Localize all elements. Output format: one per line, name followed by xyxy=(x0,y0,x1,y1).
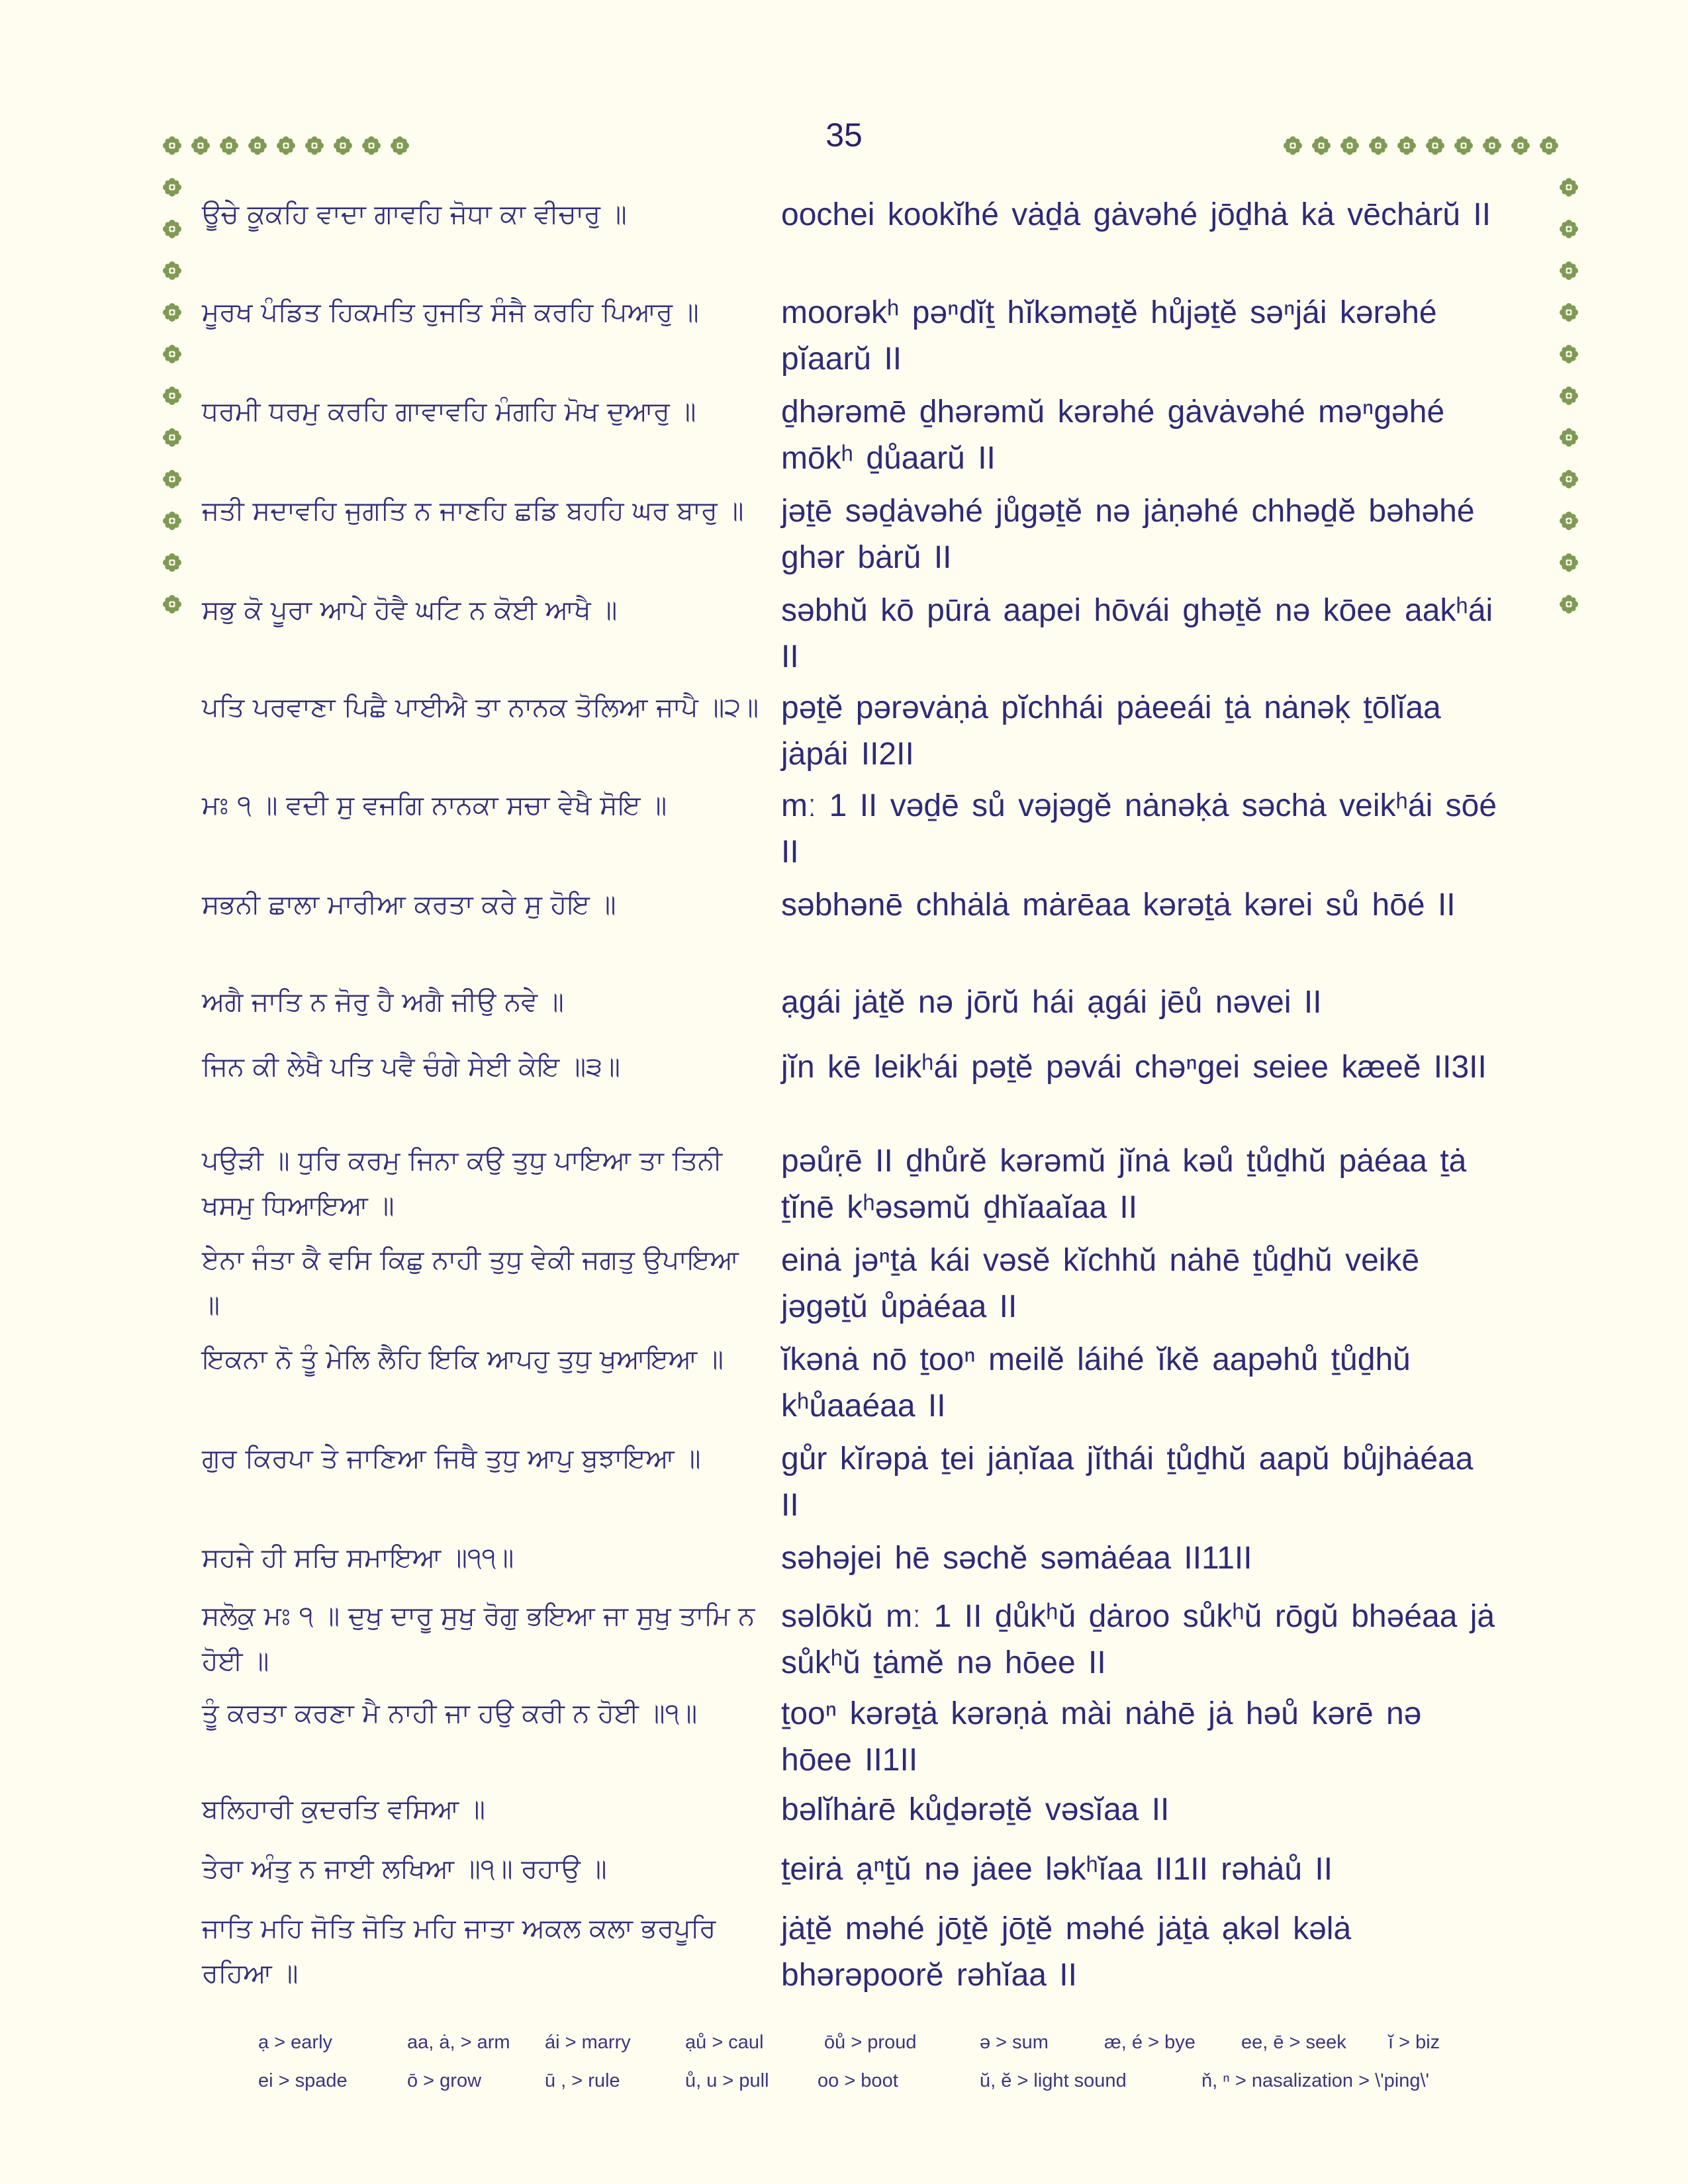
legend-item: æ, é > bye xyxy=(1104,2032,1196,2053)
transliteration-line: ṯeirȧ ạⁿṯŭ nə jȧee ləkʰĭaa II1II rəhȧů II xyxy=(781,1852,1333,1887)
gurmukhi-line: ਸਹਜੇ ਹੀ ਸਚਿ ਸਮਾਇਆ ॥੧੧॥ xyxy=(202,1543,514,1573)
flower-ornament-icon xyxy=(191,136,211,156)
gurmukhi-line: ਏਨਾ ਜੰਤਾ ਕੈ ਵਸਿ ਕਿਛੁ ਨਾਹੀ ਤੁਧੁ ਵੇਕੀ ਜਗਤੁ ਉਪਾਇਆ ॥ xyxy=(202,1245,739,1320)
pronunciation-legend xyxy=(258,2032,1516,2109)
flower-ornament-icon xyxy=(1340,136,1360,156)
flower-ornament-icon xyxy=(1559,553,1579,572)
flower-ornament-icon xyxy=(1559,177,1579,197)
flower-ornament-icon xyxy=(390,136,410,156)
flower-ornament-icon xyxy=(162,511,182,531)
flower-ornament-icon xyxy=(162,386,182,406)
flower-ornament-icon xyxy=(162,594,182,614)
transliteration-line: ĭkənȧ nō ṯooⁿ meilĕ láihé ĭkĕ aapəhů ṯůḏhŭ kʰůaaéaa II xyxy=(781,1342,1411,1424)
page-number: 35 xyxy=(825,116,863,154)
flower-ornament-icon xyxy=(1425,136,1445,156)
flower-ornament-icon xyxy=(162,469,182,489)
legend-row xyxy=(258,2032,1516,2070)
flower-ornament-icon xyxy=(1539,136,1559,156)
transliteration-line: səbhənē chhȧlȧ mȧrēaa kərəṯȧ kərei sů hōé II xyxy=(781,887,1456,923)
transliteration-line: səbhŭ kō pūrȧ aapei hōvái ghəṯĕ nə kōee aakʰái II xyxy=(781,593,1493,674)
flower-ornament-icon xyxy=(1559,344,1579,364)
transliteration-line: bəlĭhȧrē kůḏərəṯĕ vəsĭaa II xyxy=(781,1792,1170,1827)
legend-item: ŭ, ĕ > light sound xyxy=(980,2070,1127,2091)
flower-ornament-icon xyxy=(162,261,182,281)
flower-ornament-icon xyxy=(1559,594,1579,614)
legend-item: ə > sum xyxy=(980,2032,1049,2053)
flower-ornament-icon xyxy=(305,136,324,156)
flower-ornament-icon xyxy=(1559,386,1579,406)
flower-ornament-icon xyxy=(333,136,353,156)
flower-ornament-icon xyxy=(162,177,182,197)
flower-ornament-icon xyxy=(1559,219,1579,239)
flower-ornament-icon xyxy=(1454,136,1474,156)
legend-item: ōů > proud xyxy=(824,2032,917,2053)
gurmukhi-line: ਊਚੇ ਕੂਕਹਿ ਵਾਦਾ ਗਾਵਹਿ ਜੋਧਾ ਕਾ ਵੀਚਾਰੁ ॥ xyxy=(202,199,627,230)
flower-ornament-icon xyxy=(162,302,182,322)
legend-item: ĭ > biz xyxy=(1388,2032,1440,2053)
gurmukhi-line: ਜਾਤਿ ਮਹਿ ਜੋਤਿ ਜੋਤਿ ਮਹਿ ਜਾਤਾ ਅਕਲ ਕਲਾ ਭਰਪੂਰਿ ਰਹਿਆ ॥ xyxy=(202,1913,716,1989)
flower-ornament-icon xyxy=(162,136,182,156)
transliteration-line: mː 1 II vəḏē sů vəjəgĕ nȧnəḳȧ səchȧ veikʰái sōé II xyxy=(781,788,1497,870)
legend-item: aa, ȧ, > arm xyxy=(407,2032,510,2053)
legend-item: ň, ⁿ > nasalization > \'ping\' xyxy=(1201,2070,1430,2091)
legend-item: oo > boot xyxy=(818,2070,898,2091)
flower-ornament-icon xyxy=(1511,136,1530,156)
flower-ornament-icon xyxy=(1559,261,1579,281)
gurmukhi-line: ਗੁਰ ਕਿਰਪਾ ਤੇ ਜਾਣਿਆ ਜਿਥੈ ਤੁਧੁ ਆਪੁ ਬੁਝਾਇਆ ॥ xyxy=(202,1443,701,1474)
gurmukhi-line: ਬਲਿਹਾਰੀ ਕੁਦਰਤਿ ਵਸਿਆ ॥ xyxy=(202,1794,485,1825)
transliteration-line: gůr kĭrəpȧ ṯei jȧṇĭaa jĭthái ṯůḏhŭ aapŭ bůjhȧéaa II xyxy=(781,1441,1474,1523)
legend-item: ạů > caul xyxy=(685,2032,764,2053)
transliteration-line: səhəjei hē səchĕ səmȧéaa II11II xyxy=(781,1541,1252,1576)
gurmukhi-line: ਸਭੁ ਕੋ ਪੂਰਾ ਆਪੇ ਹੋਵੈ ਘਟਿ ਨ ਕੋਈ ਆਖੈ ॥ xyxy=(202,595,618,625)
legend-item: ů, u > pull xyxy=(685,2070,769,2091)
flower-ornament-icon xyxy=(1311,136,1331,156)
transliteration-line: ạgái jȧṯĕ nə jōrŭ hái ạgái jēů nəvei II xyxy=(781,985,1322,1020)
gurmukhi-line: ਤੇਰਾ ਅੰਤੁ ਨ ਜਾਈ ਲਖਿਆ ॥੧॥ ਰਹਾਉ ॥ xyxy=(202,1854,607,1884)
legend-item: ái > marry xyxy=(545,2032,631,2053)
flower-ornament-icon xyxy=(276,136,296,156)
flower-ornament-icon xyxy=(1559,428,1579,447)
flower-ornament-icon xyxy=(1283,136,1303,156)
gurmukhi-line: ਸਭਨੀ ਛਾਲਾ ਮਾਰੀਆ ਕਰਤਾ ਕਰੇ ਸੁ ਹੋਇ ॥ xyxy=(202,889,616,920)
transliteration-line: pəṯĕ pərəvȧṇȧ pĭchhái pȧeeái ṯȧ nȧnəḳ ṯōlĭaa jȧpái II2II xyxy=(781,690,1441,772)
flower-ornament-icon xyxy=(162,344,182,364)
flower-ornament-icon xyxy=(1368,136,1388,156)
transliteration-line: oochei kookĭhé vȧḏȧ gȧvəhé jōḏhȧ kȧ vēchȧrŭ II xyxy=(781,197,1491,232)
gurmukhi-line: ਤੂੰ ਕਰਤਾ ਕਰਣਾ ਮੈ ਨਾਹੀ ਜਾ ਹਉ ਕਰੀ ਨ ਹੋਈ ॥੧॥ xyxy=(202,1698,698,1729)
transliteration-line: pəůṛē II ḏhůrĕ kərəmŭ jĭnȧ kəů ṯůḏhŭ pȧéaa ṯȧ ṯĭnē kʰəsəmŭ ḏhĭaaĭaa II xyxy=(781,1144,1467,1225)
legend-row xyxy=(258,2070,1516,2109)
legend-item: ō > grow xyxy=(407,2070,482,2091)
legend-item: ee, ē > seek xyxy=(1241,2032,1346,2053)
transliteration-line: moorəkʰ pəⁿdĭṯ hĭkəməṯĕ hůjəṯĕ səⁿjái kərəhé pĭaarŭ II xyxy=(781,295,1437,377)
flower-ornament-icon xyxy=(1397,136,1417,156)
flower-ornament-icon xyxy=(219,136,239,156)
legend-item: ạ > early xyxy=(258,2032,333,2053)
legend-item: ū , > rule xyxy=(545,2070,620,2091)
flower-ornament-icon xyxy=(361,136,381,156)
flower-ornament-icon xyxy=(248,136,267,156)
transliteration-line: ṯooⁿ kərəṯȧ kərəṇȧ mài nȧhē jȧ həů kərē nə hōee II1II xyxy=(781,1696,1422,1778)
transliteration-line: jəṯē səḏȧvəhé jůgəṯĕ nə jȧṇəhé chhəḏĕ bəhəhé ghər bȧrŭ II xyxy=(781,494,1475,575)
gurmukhi-line: ਇਕਨਾ ਨੋ ਤੂੰ ਮੇਲਿ ਲੈਹਿ ਇਕਿ ਆਪਹੁ ਤੁਧੁ ਖੁਆਇਆ ॥ xyxy=(202,1344,724,1375)
flower-ornament-icon xyxy=(1482,136,1502,156)
flower-ornament-icon xyxy=(1559,469,1579,489)
legend-item: ei > spade xyxy=(258,2070,348,2091)
flower-ornament-icon xyxy=(162,428,182,447)
flower-ornament-icon xyxy=(162,553,182,572)
gurmukhi-line: ਜਤੀ ਸਦਾਵਹਿ ਜੁਗਤਿ ਨ ਜਾਣਹਿ ਛਡਿ ਬਹਹਿ ਘਰ ਬਾਰੁ ॥ xyxy=(202,496,744,526)
transliteration-line: jȧṯĕ məhé jōṯĕ jōṯĕ məhé jȧṯȧ ạkəl kəlȧ bhərəpoorĕ rəhĭaa II xyxy=(781,1911,1352,1993)
gurmukhi-line: ਧਰਮੀ ਧਰਮੁ ਕਰਹਿ ਗਾਵਾਵਹਿ ਮੰਗਹਿ ਮੋਖ ਦੁਆਰੁ ॥ xyxy=(202,396,696,427)
transliteration-line: einȧ jəⁿṯȧ kái vəsĕ kĭchhŭ nȧhē ṯůḏhŭ veikē jəgəṯŭ ůpȧéaa II xyxy=(781,1243,1420,1324)
gurmukhi-line: ਸਲੋਕੁ ਮਃ ੧ ॥ ਦੁਖੁ ਦਾਰੂ ਸੁਖੁ ਰੋਗੁ ਭਇਆ ਜਾ ਸੁਖੁ ਤਾਮਿ ਨ ਹੋਈ ॥ xyxy=(202,1601,755,1676)
gurmukhi-line: ਪਤਿ ਪਰਵਾਣਾ ਪਿਛੈ ਪਾਈਐ ਤਾ ਨਾਨਕ ਤੋਲਿਆ ਜਾਪੈ ॥੨॥ xyxy=(202,692,759,723)
transliteration-line: jĭn kē leikʰái pəṯĕ pəvái chəⁿgei seiee kæeĕ II3II xyxy=(781,1050,1487,1085)
gurmukhi-line: ਮਃ ੧ ॥ ਵਦੀ ਸੁ ਵਜਗਿ ਨਾਨਕਾ ਸਚਾ ਵੇਖੈ ਸੋਇ ॥ xyxy=(202,790,667,821)
flower-ornament-icon xyxy=(1559,511,1579,531)
transliteration-line: səlōkŭ mː 1 II ḏůkʰŭ ḏȧroo sůkʰŭ rōgŭ bhəéaa jȧ sůkʰŭ ṯȧmĕ nə hōee II xyxy=(781,1599,1495,1680)
gurmukhi-line: ਜਿਨ ਕੀ ਲੇਖੈ ਪਤਿ ਪਵੈ ਚੰਗੇ ਸੇਈ ਕੇਇ ॥੩॥ xyxy=(202,1052,620,1082)
transliteration-line: ḏhərəmē ḏhərəmŭ kərəhé gȧvȧvəhé məⁿgəhé mōkʰ ḏůaarŭ II xyxy=(781,394,1445,476)
flower-ornament-icon xyxy=(1559,302,1579,322)
gurmukhi-line: ਅਗੈ ਜਾਤਿ ਨ ਜੋਰੁ ਹੈ ਅਗੈ ਜੀਉ ਨਵੇ ॥ xyxy=(202,987,564,1017)
gurmukhi-line: ਪਉੜੀ ॥ ਧੁਰਿ ਕਰਮੁ ਜਿਨਾ ਕਉ ਤੁਧੁ ਪਾਇਆ ਤਾ ਤਿਨੀ ਖਸਮੁ ਧਿਆਇਆ ॥ xyxy=(202,1146,723,1221)
flower-ornament-icon xyxy=(162,219,182,239)
gurmukhi-line: ਮੂਰਖ ਪੰਡਿਤ ਹਿਕਮਤਿ ਹੁਜਤਿ ਸੰਜੈ ਕਰਹਿ ਪਿਆਰੁ ॥ xyxy=(202,297,699,328)
